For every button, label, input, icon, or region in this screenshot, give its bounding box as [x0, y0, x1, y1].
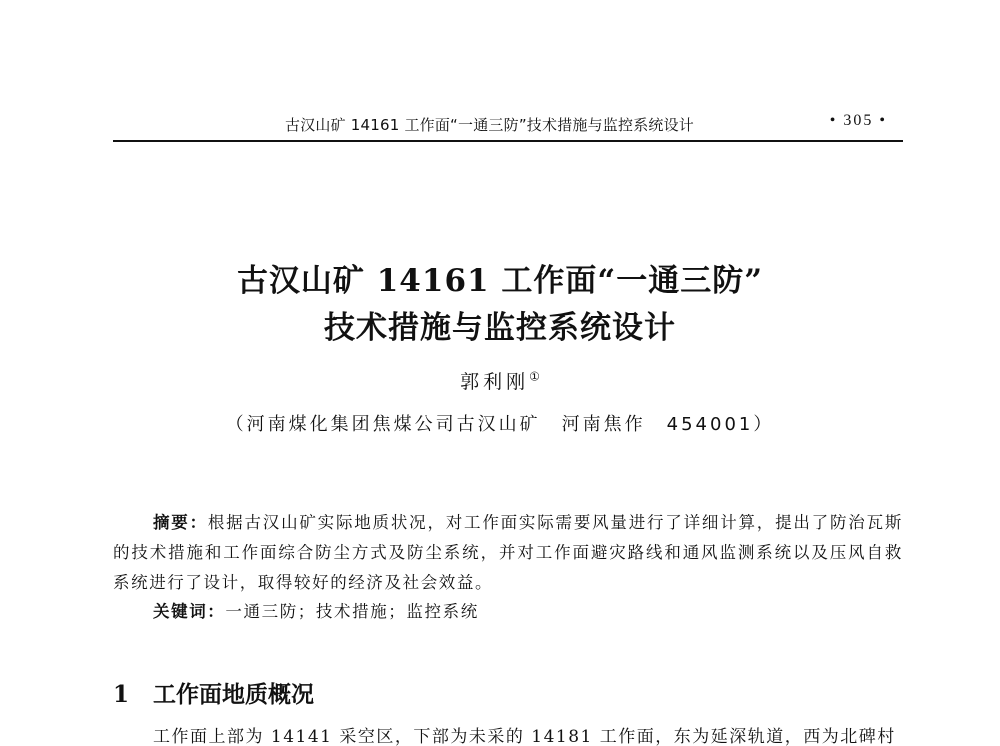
section-heading	[113, 676, 314, 709]
paper-title-line-2: 技术措施与监控系统设计	[324, 310, 676, 346]
running-title: 古汉山矿 14161 工作面“一通三防”技术措施与监控系统设计	[285, 116, 694, 134]
running-header	[113, 110, 903, 140]
section-number: 1	[113, 681, 130, 708]
keywords-label: 关键词：	[153, 602, 226, 621]
affiliation: （河南煤化集团焦煤公司古汉山矿 河南焦作 454001）	[225, 414, 775, 435]
keywords-text: 一通三防；技术措施；监控系统	[225, 602, 479, 621]
header-rule	[113, 140, 903, 142]
section-title: 工作面地质概况	[153, 682, 314, 708]
paper-title-line-1: 古汉山矿 14161 工作面“一通三防”	[236, 263, 764, 299]
author-name: 郭利刚	[460, 371, 530, 393]
body-paragraph: 工作面上部为 14141 采空区，下部为未采的 14181 工作面，东为延深轨道，西为北碑村	[153, 727, 896, 746]
abstract-text: 根据古汉山矿实际地质状况，对工作面实际需要风量进行了详细计算，提出了防治瓦斯的技术措施和工作面综合防尘方式及防尘系统，并对工作面避灾路线和通风监测系统以及压风自救系统进行了设计，取得较好的经济及社会效益。	[113, 513, 903, 592]
abstract-label: 摘要：	[153, 513, 208, 532]
keywords	[153, 598, 479, 622]
author-footnote-mark: ①	[529, 369, 540, 384]
author	[0, 367, 1000, 394]
page-number: • 305 •	[829, 112, 887, 129]
abstract	[113, 508, 903, 598]
